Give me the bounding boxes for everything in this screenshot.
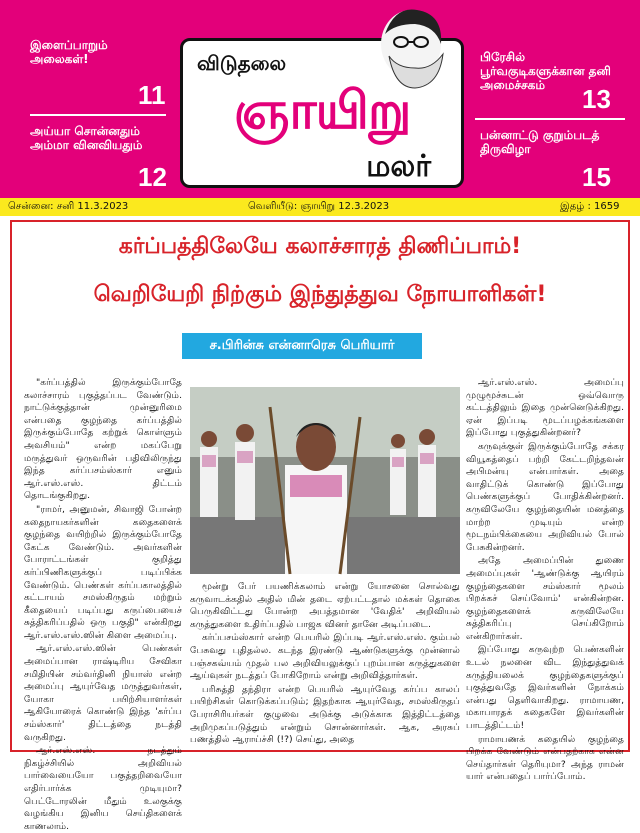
article-column-right	[466, 377, 624, 783]
masthead	[0, 0, 640, 198]
paragraph: ஆர்.எஸ்.எஸ். அமைப்பு முழுமூச்சுடன் ஒவ்வொரு கட்டத்திலும் இதை முன்னெடுக்கிறது. ஏன் இப்படி மூடப்பழக்கங்களை இப்போது புகுத்துகின்றனர்?	[466, 377, 624, 439]
date-left: சென்னை: சனி 11.3.2023	[8, 201, 129, 212]
paragraph: "கர்ப்பத்தில் இருக்கும்போதே கலாச்சாரம் புகுத்தப்பட வேண்டும். நாட்டுக்குத்தான் முன்னுரிமை என்பதை குழந்தை கர்ப்பத்தில் இருக்கும்போதே கற்றுக் கொள்ளும் அவசியம்" என்ற மகப்பேறு மருத்துவர் ஒருவரின் பதிவிலிருந்து இந்த கர்ப்பசம்ஸ்கார் எனும் ஆர்.எஸ்.எஸ். திட்டம் தொடங்குகிறது.	[24, 377, 182, 502]
paragraph: ராமாயணக் கதையில் குழந்தை பிறக்க வேண்டும் என்பதற்காக என்ன செய்தார்கள் தெரியுமா? அந்த ராமன் யார் என்பதைப் பார்ப்போம்.	[466, 733, 624, 783]
divider	[475, 118, 625, 120]
paragraph: "ராமர், அனுமன், சிவாஜி போன்ற கதைநாயகர்களின் கதைகளைக் குழந்தை வயிற்றில் இருக்கும்போதே கேட்க வேண்டும். அவர்களின் போராட்டங்கள் குறித்து கர்ப்பிணிகளுக்குப் படிப்பிக்க வேண்டும். பெண்கள் கர்ப்பகாலத்தில் கட்டாயம் சமஸ்கிருதம் மற்றும் கீதையைப் படிப்பது கருப்பையைச் சுத்திகரிப்பதில் ஒரு பகுதி" என்கிறது ஆர்.எஸ்.எஸ்.ஸின் கிளை அமைப்பு.	[24, 503, 182, 641]
teaser-title-right-1[interactable]: பிரேசில் பூர்வகுடிகளுக்கான தனி அமைச்சகம்	[480, 50, 611, 92]
teaser-title-left-2[interactable]: அய்யா சொன்னதும் அம்மா வினவியதும்	[30, 124, 143, 152]
paragraph: பரிசுத்தி தந்திரா என்ற பெயரில் ஆயுர்வேத கர்ப்ப காலப் பயிற்சிகள் கொடுக்கப்படும்; இதற்காக ஆயுர்வேத, சமஸ்கிருதப் பேராசிரியர்கள் குழுவை அடுக்கு அடுக்காக இத்திட்டத்தை அறிமுகப்படுத்தும் என்றும் சொன்னார்கள். ஆக, அரசுப் பணத்தில் ஆராய்ச்சி (!?) செய்து, அதை	[190, 683, 460, 746]
issue-number: இதழ் : 1659	[560, 201, 620, 212]
paragraph: ஆர்.எஸ்.எஸ்.ஸின் பெண்கள் அமைப்பான ராஷ்டிரிய சேவிகா சமிதியின் சம்வர்தினி நியாஸ் என்ற அமைப்பு ஆயுர்வேத மருத்துவர்கள், யோகா பயிற்சியாளர்கள் ஆகியோரைக் கொண்டு இந்த 'கர்ப்ப சம்ஸ்கார்' திட்டத்தை நடத்தி வருகிறது.	[24, 643, 182, 743]
paragraph: கருவுக்குள் இருக்கும்போதே சக்கர வியூகத்தைப் பற்றி கேட்டறிந்தவன் அபிமன்யு என்பார்கள். அதை வாதிட்டுக் கொண்டு இப்போது பெண்களுக்குப் போதிக்கின்றனர். கருவிலேயே குழந்தையின் மனத்தை மாற்ற முடியும் என்ற மூடநம்பிக்கையை அறிவியல் போல் பேசுகின்றனர்.	[466, 440, 624, 553]
logo-main-text: ஞாயிறு	[233, 81, 411, 141]
logo-sub-text: மலர்	[366, 149, 431, 184]
periyar-portrait-image	[365, 4, 455, 88]
divider	[30, 114, 166, 116]
teaser-page-right-2: 15	[582, 162, 611, 192]
article-column-center	[190, 581, 460, 749]
paragraph: கர்ப்பசம்ஸ்கார் என்ற பெயரில் இப்படி ஆர்.எஸ்.எஸ். கும்பல் பேசுவது புதிதல்ல. கடந்த இரண்டு ஆண்டுகளுக்கு முன்னால் பஞ்சகவ்யம் முதல் பல அறிவியலுக்குப் புறம்பான கருத்துகளை ஆய்வுகள் நடத்தப் போகிறோம் என்று அறிவித்தார்கள்.	[190, 632, 460, 682]
byline: ச.பிரின்சு என்னாரெசு பெரியார்	[182, 333, 422, 359]
teaser-title-left-1[interactable]: இளைப்பாறும் அலைகள்!	[30, 38, 108, 66]
paragraph: இப்போது கருவுற்ற பெண்களின் உடல் நலனை விட இந்துத்துவக் கருத்தியலைக் குழந்தைகளுக்குப் புகுத்துவதே இவர்களின் நோக்கம் என்பது தெளிவாகிறது. ராமாயண, மகாபாரதக் கதைகளே இவர்களின் பாடத்திட்டம்!	[466, 644, 624, 732]
paragraph: அதே அமைப்பின் துணை அமைப்புகள் 'ஆண்டுக்கு ஆயிரம் குழந்தைகளை சம்ஸ்கார் மூலம் பிறக்கச் செய்வோம்' என்கின்றன. குழந்தைகளைக் கருவிலேயே சுத்திகரிப்பு செய்கிறோம் என்கிறார்கள்.	[466, 555, 624, 642]
article-column-left	[24, 377, 182, 832]
headline-line-1: கர்ப்பத்திலேயே கலாச்சாரத் திணிப்பாம்!	[118, 234, 522, 259]
date-bar	[0, 198, 640, 216]
rally-photo	[190, 387, 460, 574]
teaser-page-left-2: 12	[138, 162, 167, 192]
teaser-page-left-1: 11	[138, 80, 166, 110]
logo-top-text: விடுதலை	[197, 51, 287, 75]
article-frame	[10, 220, 630, 832]
teaser-page-right-1: 13	[582, 84, 611, 114]
paragraph: மூன்று பேர் பயணிக்கலாம் என்று யோசனை சொல்வது கருவாடக்கதில் அதில் மின் தடை ஏற்பட்டதால் மக்கள் தொகை பெருகிவிட்டது போன்ற அபத்தமான 'வேதிக்' அறிவியல் கருத்துகளை உதிர்ப்பதில் பாஜக வினர் தானே அடிப்படை.	[190, 581, 460, 630]
paragraph: ஆர்.எஸ்.எஸ். நடத்தும் நிகழ்ச்சியில் அறிவியல் பார்வையையோ பகுத்தறிவையோ எதிர்பார்க்க முடியுமா? பெட்டோரலின் மீதும் உலகுக்கு வழங்கிய இனிய செய்திகளைக் காணலாம்.	[24, 745, 182, 832]
headline-line-2: வெறியேறி நிற்கும் இந்துத்துவ நோயாளிகள்!	[93, 282, 547, 307]
teaser-title-right-2[interactable]: பன்னாட்டு குறும்படத் திருவிழா	[480, 128, 600, 156]
date-center: வெளியீடு: ஞாயிறு 12.3.2023	[248, 201, 390, 212]
